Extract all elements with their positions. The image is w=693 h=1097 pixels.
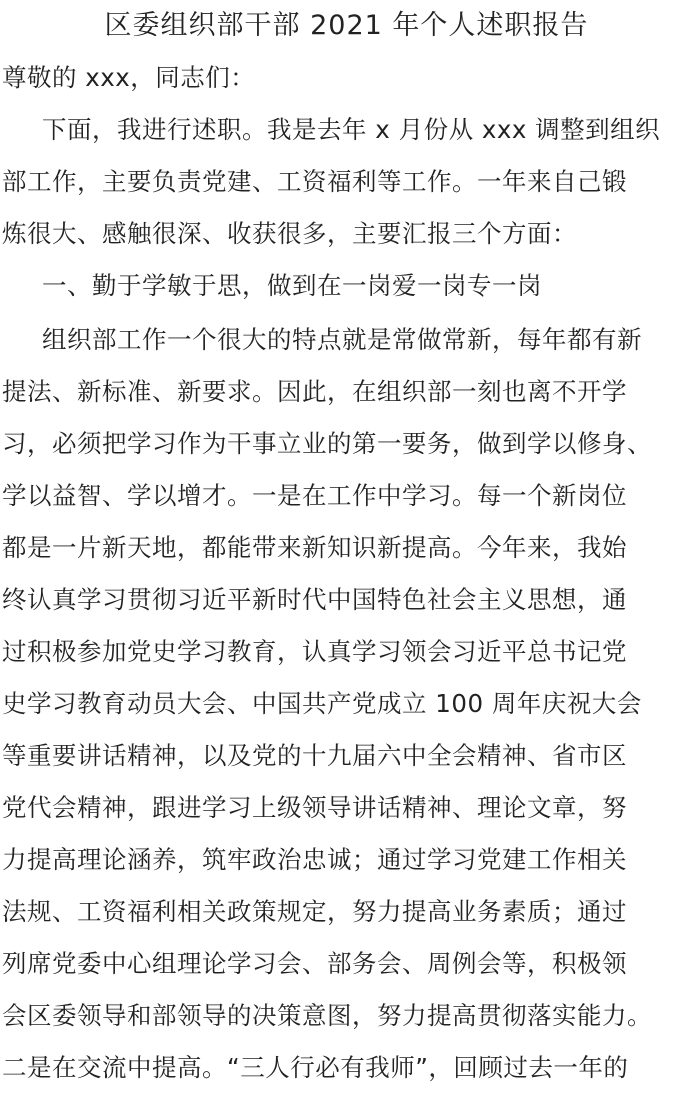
document-title: 区委组织部干部 2021 年个人述职报告: [104, 10, 589, 41]
body-line: 过积极参加党史学习教育，认真学习领会习近平总书记党: [2, 637, 627, 666]
body-line: 力提高理论涵养，筑牢政治忠诚；通过学习党建工作相关: [2, 845, 627, 874]
section-heading: 一、勤于学敏于思，做到在一岗爱一岗专一岗: [42, 271, 542, 300]
body-line: 提法、新标准、新要求。因此，在组织部一刻也离不开学: [2, 377, 627, 406]
body-line: 列席党委中心组理论学习会、部务会、周例会等，积极领: [2, 949, 627, 978]
body-line: 习，必须把学习作为干事立业的第一要务，做到学以修身、: [2, 429, 652, 458]
body-line: 学以益智、学以增才。一是在工作中学习。每一个新岗位: [2, 481, 627, 510]
body-line: 部工作，主要负责党建、工资福利等工作。一年来自己锻: [2, 167, 627, 196]
body-line: 组织部工作一个很大的特点就是常做常新，每年都有新: [42, 325, 642, 354]
body-line: 等重要讲话精神，以及党的十九届六中全会精神、省市区: [2, 741, 627, 770]
body-line: 都是一片新天地，都能带来新知识新提高。今年来，我始: [2, 533, 627, 562]
body-line: 史学习教育动员大会、中国共产党成立 100 周年庆祝大会: [2, 689, 642, 718]
body-line: 党代会精神，跟进学习上级领导讲话精神、理论文章，努: [2, 793, 627, 822]
body-line: 终认真学习贯彻习近平新时代中国特色社会主义思想，通: [2, 585, 627, 614]
body-line: 法规、工资福利相关政策规定，努力提高业务素质；通过: [2, 897, 627, 926]
body-line: 二是在交流中提高。“三人行必有我师”，回顾过去一年的: [2, 1053, 629, 1082]
body-line: 下面，我进行述职。我是去年 x 月份从 xxx 调整到组织: [42, 115, 661, 144]
salutation-line: 尊敬的 xxx，同志们：: [2, 63, 256, 92]
body-line: 炼很大、感触很深、收获很多，主要汇报三个方面：: [2, 219, 577, 248]
body-line: 会区委领导和部领导的决策意图，努力提高贯彻落实能力。: [2, 1001, 652, 1030]
